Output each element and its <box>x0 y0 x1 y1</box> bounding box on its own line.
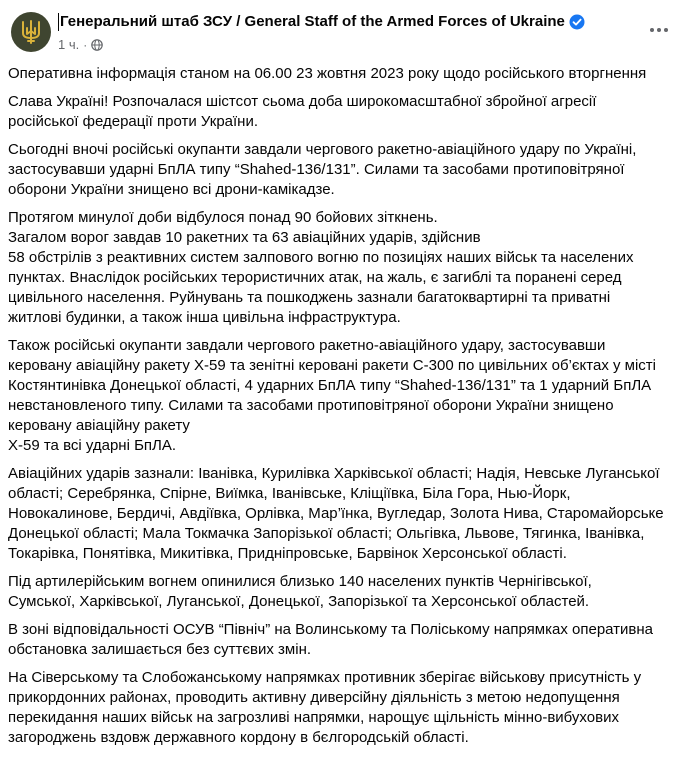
post-paragraph: Слава Україні! Розпочалася шістсот сьома доба широкомасштабної збройної агресії російської федерації проти України. <box>8 93 597 130</box>
post-paragraph: Авіаційних ударів зазнали: Іванівка, Курилівка Харківської області; Надія, Невське Луганської області; Серебрянка, Спірне, Виїмка, Іванівське, Кліщіївка, Біла Гора, Нью-Йорк, Новокалинове, Бердичі, Авдіївка, Орлівка, Мар’їнка, Вугледар, Золота Нива, Старомайорське Донецької області; Мала Токмачка Запорізької області; Ольгівка, Львове, Тягинка, Іванівка, Токарівка, Понятівка, Микитівка, Придніпровське, Барвінок Херсонської області. <box>8 465 664 562</box>
page-avatar[interactable] <box>11 12 51 52</box>
globe-icon[interactable] <box>91 39 103 51</box>
post-paragraph: На Сіверському та Слобожанському напрямках противник зберігає військову присутність у прикордонних районах, проводить активну диверсійну діяльність з метою недопущення перекидання наших військ на загрозливі напрямки, нарощує щільність мінно-вибухових загороджень вздовж державного кордону в бєлгородській області. <box>8 669 642 746</box>
ellipsis-icon-dot <box>657 28 661 32</box>
ellipsis-icon-dot <box>664 28 668 32</box>
meta-separator: · <box>83 37 88 52</box>
post-timestamp-link[interactable]: 1 ч. <box>58 37 80 52</box>
post-body <box>8 64 680 756</box>
post-meta <box>58 37 103 52</box>
more-options-button[interactable] <box>647 20 671 40</box>
post-paragraph: Під артилерійським вогнем опинилися близько 140 населених пунктів Чернігівської, Сумської, Харківської, Луганської, Донецької, Запорізької та Херсонської областей. <box>8 573 592 610</box>
post-paragraph: Також російські окупанти завдали чергового ракетно-авіаційного удару, застосувавши керовану авіаційну ракету Х-59 та зенітні керовані ракети С-300 по цивільних об’єктах у місті Костянтинівка Донецької області, 4 ударних БпЛА типу “Shahed-136/131” та 1 ударний БпЛА невстановленого типу. Силами та засобами протиповітряної оборони України знищено керовану авіаційну ракету Х-59 та всі ударні БпЛА. <box>8 337 657 454</box>
post-paragraph: Протягом минулої доби відбулося понад 90 бойових зіткнень. Загалом ворог завдав 10 ракетних та 63 авіаційних ударів, здійснив 58 обстрілів з реактивних систем залпового вогню по позиціях наших військ та населених пунктах. Внаслідок російських терористичних атак, на жаль, є загиблі та поранені серед цивільного населення. Руйнувань та пошкоджень зазнали багатоквартирні та приватні житлові будинки, а також інша цивільна інфраструктура. <box>8 209 634 326</box>
ellipsis-icon-dot <box>650 28 654 32</box>
post-header <box>0 0 689 62</box>
verified-badge-icon <box>569 14 585 30</box>
trident-emblem-icon <box>20 19 42 45</box>
post-paragraph: Сьогодні вночі російські окупанти завдали чергового ракетно-авіаційного удару по Україні, застосувавши ударні БпЛА типу “Shahed-136/131”. Силами та засобами протиповітряної оборони України знищено всі дрони-камікадзе. <box>8 141 637 198</box>
author-row <box>58 13 585 31</box>
post-paragraph: Оперативна інформація станом на 06.00 23 жовтня 2023 року щодо російського вторгнення <box>8 65 647 82</box>
post-paragraph: В зоні відповідальності ОСУВ “Північ” на Волинському та Поліському напрямках оперативна обстановка залишається без суттєвих змін. <box>8 621 654 658</box>
page-name-link[interactable]: Генеральний штаб ЗСУ / General Staff of the Armed Forces of Ukraine <box>60 13 565 30</box>
